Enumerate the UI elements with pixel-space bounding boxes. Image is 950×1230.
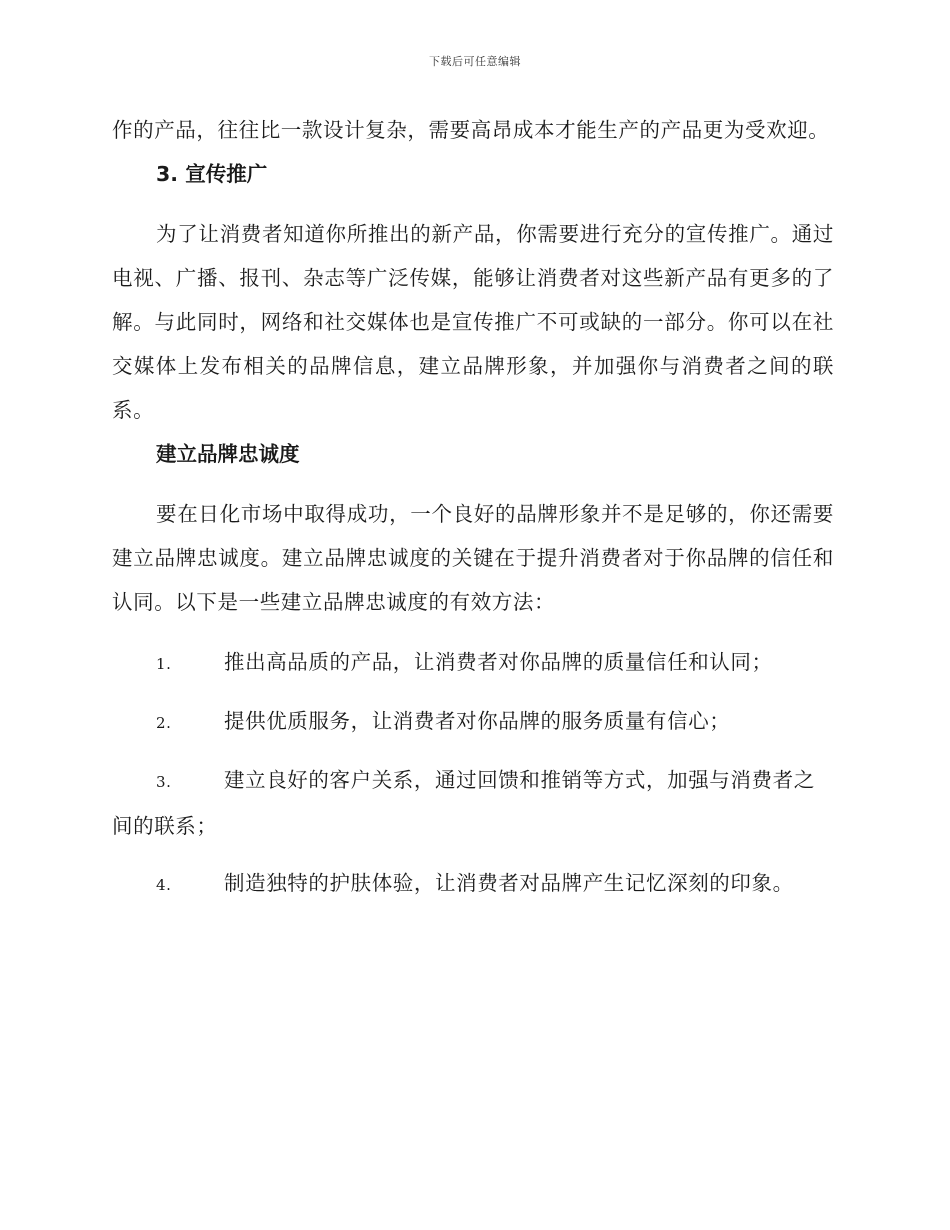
list-item-number: 3. [156, 773, 172, 791]
list-item-text: 制造独特的护肤体验，让消费者对品牌产生记忆深刻的印象。 [224, 871, 794, 895]
section-heading-promotion: 3. 宣传推广 [156, 162, 268, 186]
promotion-paragraph: 为了让消费者知道你所推出的新产品，你需要进行充分的宣传推广。通过电视、广播、报刊、杂志等广泛传媒，能够让消费者对这些新产品有更多的了解。与此同时，网络和社交媒体也是宣传推广不可或缺的一部分。你可以在社交媒体上发布相关的品牌信息，建立品牌形象，并加强你与消费者之间的联系。 [112, 222, 834, 422]
loyalty-paragraph: 要在日化市场中取得成功，一个良好的品牌形象并不是足够的，你还需要建立品牌忠诚度。建立品牌忠诚度的关键在于提升消费者对于你品牌的信任和认同。以下是一些建立品牌忠诚度的有效方法： [112, 502, 834, 614]
list-item-number: 2. [156, 714, 172, 732]
list-item-text: 建立良好的客户关系，通过回馈和推销等方式，加强与消费者之间的联系； [112, 768, 815, 838]
list-item [112, 640, 834, 686]
section-heading-loyalty: 建立品牌忠诚度 [156, 442, 300, 466]
loyalty-methods-list [112, 640, 834, 907]
list-item [112, 861, 834, 907]
intro-paragraph: 作的产品，往往比一款设计复杂，需要高昂成本才能生产的产品更为受欢迎。 [112, 118, 830, 142]
list-item-number: 4. [156, 876, 172, 894]
list-item [112, 758, 834, 848]
list-item-text: 提供优质服务，让消费者对你品牌的服务质量有信心； [224, 709, 731, 733]
list-item-number: 1. [156, 655, 172, 673]
list-item [112, 699, 834, 745]
page-header: 下载后可任意编辑 [429, 55, 521, 68]
list-item-text: 推出高品质的产品，让消费者对你品牌的质量信任和认同； [224, 650, 773, 674]
document-body [112, 108, 834, 907]
